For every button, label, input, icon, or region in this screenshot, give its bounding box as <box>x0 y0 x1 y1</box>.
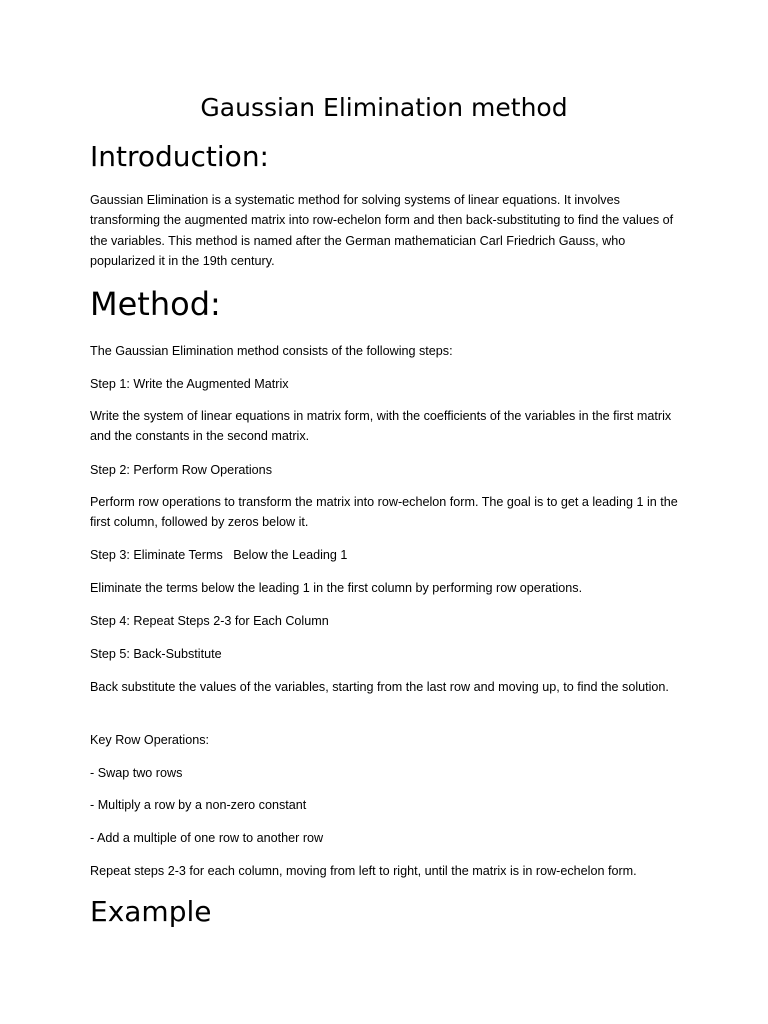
step-1-title: Step 1: Write the Augmented Matrix <box>90 377 289 391</box>
step-2-text: Perform row operations to transform the matrix into row-echelon form. The goal is to get a leading 1 in the first column, followed by zeros below it. <box>90 495 682 530</box>
key-row-operation-item: - Add a multiple of one row to another row <box>90 831 324 845</box>
step-3-title: Step 3: Eliminate Terms Below the Leading 1 <box>90 548 348 562</box>
step-5-text: Back substitute the values of the variables, starting from the last row and moving up, to find the solution. <box>90 680 669 694</box>
repeat-note: Repeat steps 2-3 for each column, moving from left to right, until the matrix is in row-echelon form. <box>90 864 637 878</box>
document-title: Gaussian Elimination method <box>200 93 568 122</box>
introduction-heading: Introduction: <box>90 140 269 173</box>
step-2-title: Step 2: Perform Row Operations <box>90 463 272 477</box>
step-1-text: Write the system of linear equations in matrix form, with the coefficients of the variables in the first matrix and the constants in the second matrix. <box>90 409 675 444</box>
example-heading: Example <box>90 895 212 928</box>
step-4-title: Step 4: Repeat Steps 2-3 for Each Column <box>90 614 329 628</box>
introduction-paragraph: Gaussian Elimination is a systematic method for solving systems of linear equations. It involves transforming the augmented matrix into row-echelon form and then back-substituting to find the values of the variables. This method is named after the German mathematician Carl Friedrich Gauss, who popularized it in the 19th century. <box>90 193 677 268</box>
method-heading: Method: <box>90 285 221 323</box>
key-row-operation-item: - Swap two rows <box>90 766 183 780</box>
key-row-operation-item: - Multiply a row by a non-zero constant <box>90 798 307 812</box>
step-5-title: Step 5: Back-Substitute <box>90 647 222 661</box>
step-3-text: Eliminate the terms below the leading 1 in the first column by performing row operations. <box>90 581 583 595</box>
key-row-operations-title: Key Row Operations: <box>90 733 209 747</box>
method-intro-paragraph: The Gaussian Elimination method consists of the following steps: <box>90 344 453 358</box>
